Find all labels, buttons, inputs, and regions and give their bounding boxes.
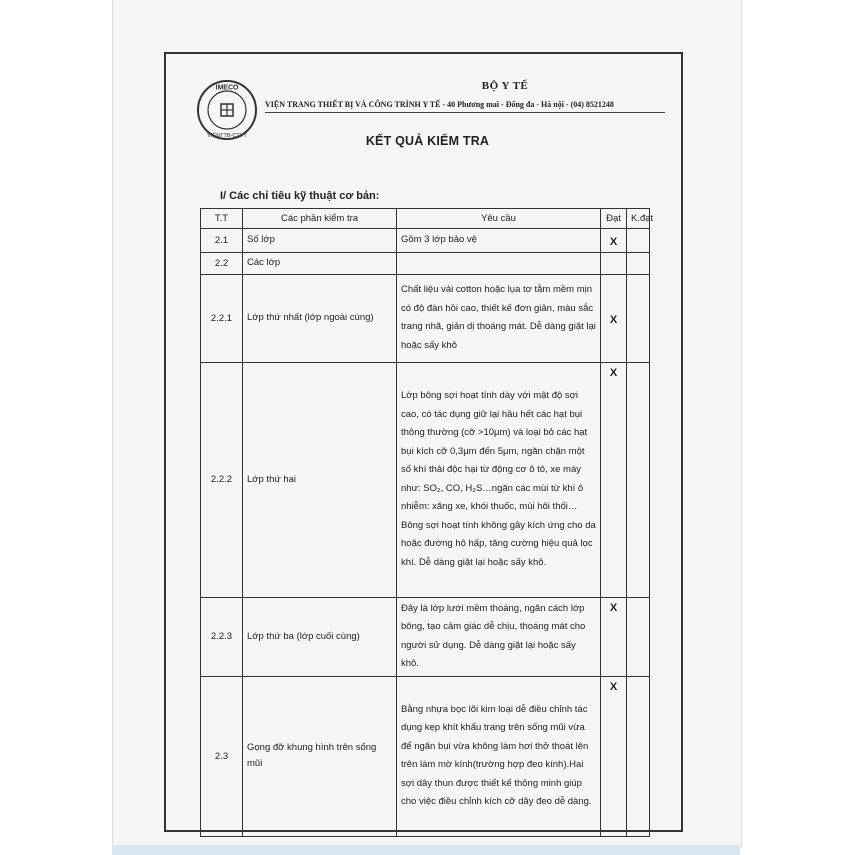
row-tt: 2.1 bbox=[201, 229, 243, 253]
row-tt: 2.2.1 bbox=[201, 274, 243, 362]
table-row bbox=[201, 362, 650, 597]
row-fail-mark bbox=[627, 229, 650, 253]
row-pass-mark: X bbox=[601, 362, 627, 597]
table-row bbox=[201, 597, 650, 676]
row-requirement bbox=[397, 252, 601, 274]
row-requirement: Lớp bông sợi hoạt tính dày với mật độ sợi cao, có tác dụng giữ lại hầu hết các hạt bụi thông thường (cỡ >10μm) và loại bỏ các hạt bụi kích cỡ 0,3μm đến 5μm, ngăn chặn một số khí thải độc hại từ động cơ ô tô, xe máy như: SO₂, CO, H₂S…ngăn các mùi từ khí ô nhiễm: xăng xe, khói thuốc, mùi hôi thối…Bông sợi hoạt tính không gây kích ứng cho da hoặc đường hô hấp, tăng cường hiệu quả lọc khí. Dễ dàng giặt lại hoặc sấy khô. bbox=[397, 362, 601, 597]
row-tt: 2.3 bbox=[201, 676, 243, 836]
row-pass-mark: X bbox=[601, 676, 627, 836]
row-fail-mark bbox=[627, 597, 650, 676]
row-tt: 2.2.2 bbox=[201, 362, 243, 597]
header-tt: T.T bbox=[201, 209, 243, 229]
header-fail: K.đạt bbox=[627, 209, 650, 229]
table-row bbox=[201, 676, 650, 836]
row-pass-mark: X bbox=[601, 597, 627, 676]
row-pass-mark: X bbox=[601, 274, 627, 362]
row-fail-mark bbox=[627, 676, 650, 836]
table-header-row bbox=[201, 209, 650, 229]
row-pass-mark bbox=[601, 252, 627, 274]
row-fail-mark bbox=[627, 252, 650, 274]
bottom-strip bbox=[112, 845, 740, 855]
section-title: I/ Các chỉ tiêu kỹ thuật cơ bản: bbox=[220, 190, 380, 202]
seal-bottom-text: VIỆNTTB-CTYT bbox=[207, 133, 247, 139]
seal-top-text: IMECO bbox=[215, 84, 239, 92]
ministry-name: BỘ Y TẾ bbox=[481, 80, 529, 92]
header-requirement: Yêu cầu bbox=[397, 209, 601, 229]
row-item: Lớp thứ hai bbox=[243, 362, 397, 597]
header-item: Các phần kiểm tra bbox=[243, 209, 397, 229]
row-item: Gọng đỡ khung hình trên sống mũi bbox=[243, 676, 397, 836]
row-requirement: Đây là lớp lưới mềm thoáng, ngăn cách lớp bông, tạo cảm giác dễ chịu, thoáng mát cho người sử dụng. Dễ dàng giặt lại hoặc sấy khô. bbox=[397, 597, 601, 676]
table-row bbox=[201, 252, 650, 274]
spec-table bbox=[200, 208, 654, 837]
row-fail-mark bbox=[627, 362, 650, 597]
row-item: Lớp thứ nhất (lớp ngoài cùng) bbox=[243, 274, 397, 362]
row-requirement: Chất liệu vải cotton hoặc lụa tơ tằm mềm mịn có độ đàn hồi cao, thiết kế đơn giản, màu sắc trang nhã, giản dị thoáng mát. Dễ dàng giặt lại hoặc sấy khô bbox=[397, 274, 601, 362]
row-fail-mark bbox=[627, 274, 650, 362]
institute-line: VIỆN TRANG THIẾT BỊ VÀ CÔNG TRÌNH Y TẾ - 40 Phương mai - Đống đa - Hà nội - (04) 8521248 bbox=[265, 100, 614, 109]
row-pass-mark: X bbox=[601, 229, 627, 253]
row-item: Lớp thứ ba (lớp cuối cùng) bbox=[243, 597, 397, 676]
row-item: Các lớp bbox=[243, 252, 397, 274]
row-item: Số lớp bbox=[243, 229, 397, 253]
header-pass: Đạt bbox=[601, 209, 627, 229]
table-row bbox=[201, 274, 650, 362]
row-tt: 2.2 bbox=[201, 252, 243, 274]
table-row bbox=[201, 229, 650, 253]
row-tt: 2.2.3 bbox=[201, 597, 243, 676]
row-requirement: Gồm 3 lớp bảo vệ bbox=[397, 229, 601, 253]
row-requirement: Bằng nhựa bọc lõi kim loại dễ điều chỉnh tác dụng kẹp khít khẩu trang trên sống mũi vừa để ngăn bụi vừa không làm hơi thở thoát lên trên làm mờ kính(trường hợp đeo kính).Hai sợi dây thun được thiết kế thông minh giúp cho việc điều chỉnh kích cỡ dây đeo dễ dàng. bbox=[397, 676, 601, 836]
document-title: KẾT QUẢ KIỂM TRA bbox=[365, 134, 490, 148]
header-rule bbox=[265, 112, 665, 113]
